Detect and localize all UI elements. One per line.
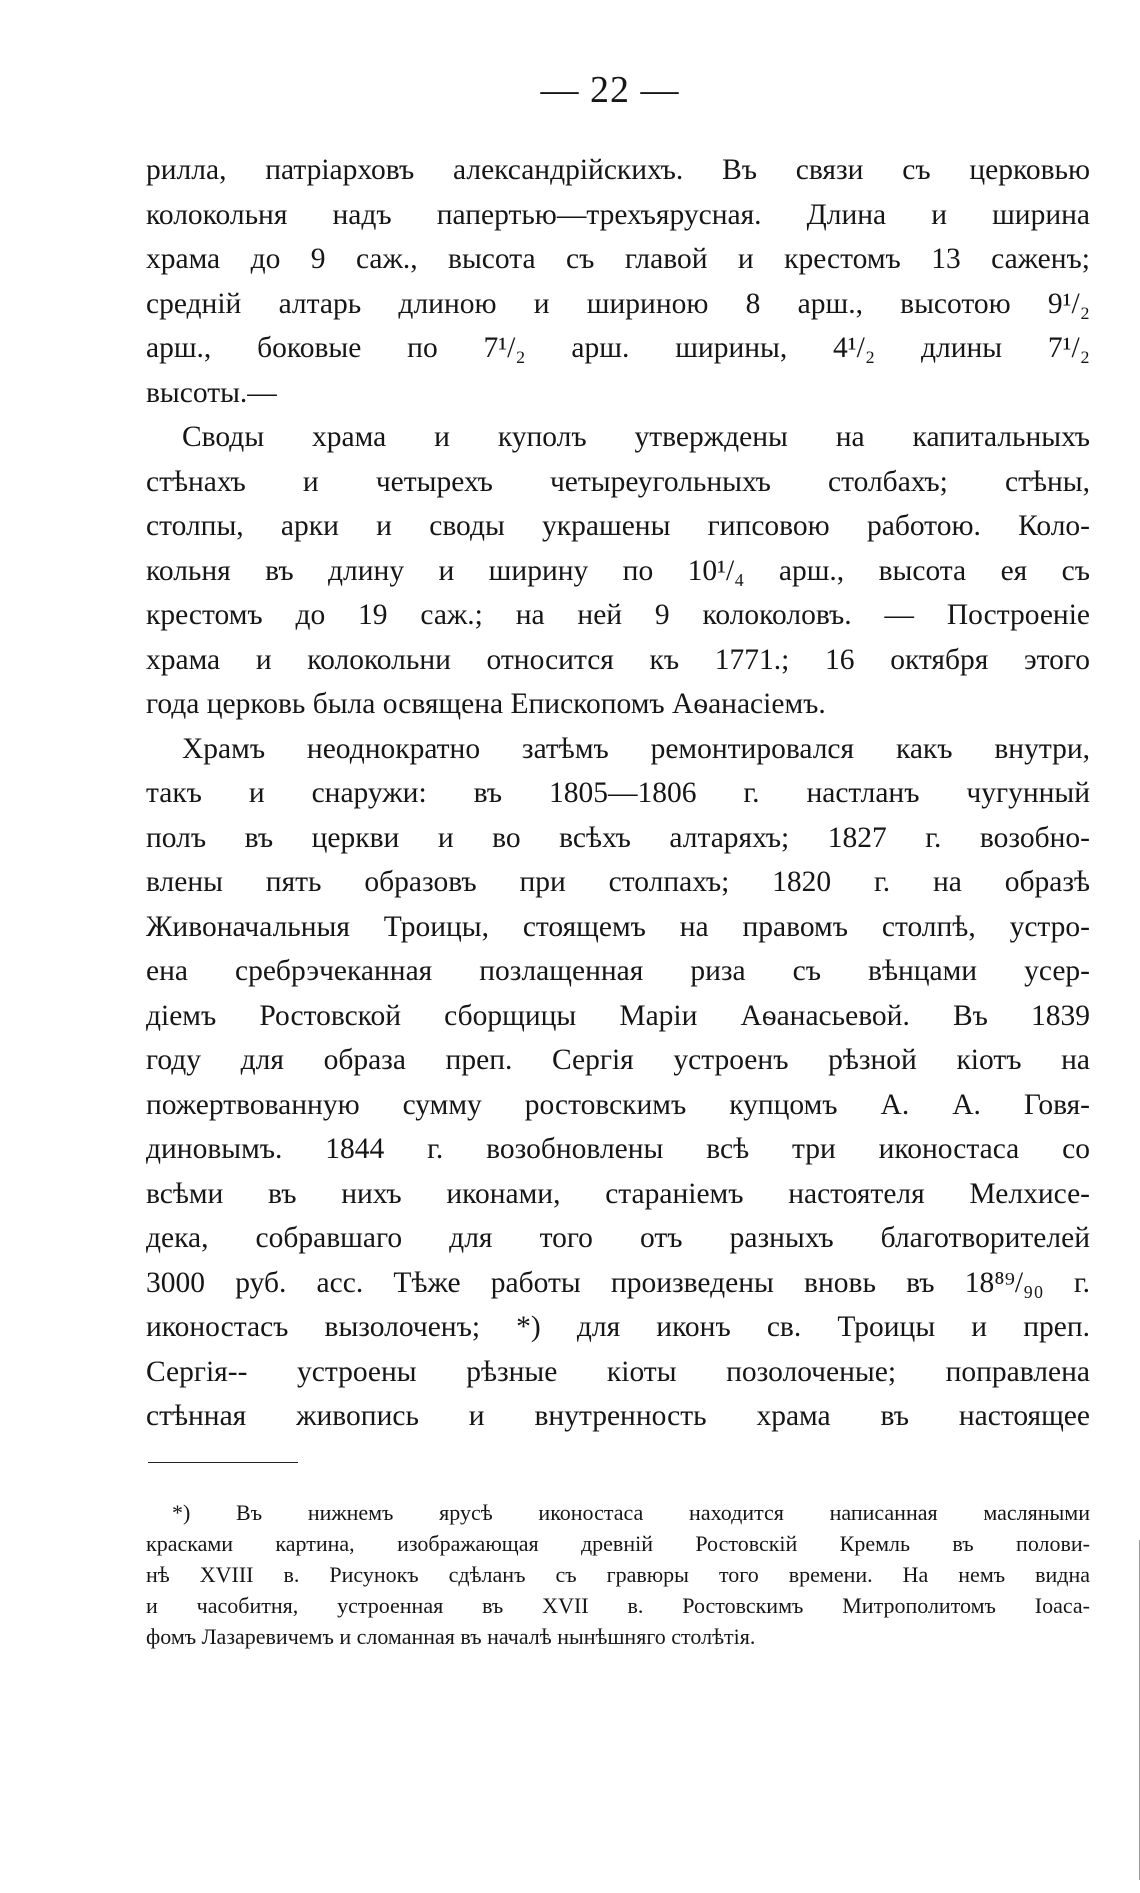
text-line: стѣнная живопись и внутренность храма въ настоящее: [146, 1400, 1090, 1432]
footnote-line: нѣ XVIII в. Рисунокъ сдѣланъ съ гравюры того времени. На немъ видна: [146, 1562, 1090, 1587]
paragraph-2: [146, 415, 1090, 727]
main-text: [146, 148, 1090, 1439]
text-line: кольня въ длину и ширину по 10¹/₄ арш., высота ея съ: [146, 554, 1090, 587]
text-line: полъ въ церкви и во всѣхъ алтаряхъ; 1827 г. возобно-: [146, 821, 1090, 854]
text-line: ена сребрэчеканная позлащенная риза съ вѣнцами усер-: [146, 955, 1090, 987]
text-line: году для образа преп. Сергія устроенъ рѣзной кіотъ на: [146, 1044, 1090, 1076]
text-line: всѣми въ нихъ иконами, стараніемъ настоятеля Мелхисе-: [146, 1177, 1090, 1210]
page-number: — 22 —: [540, 69, 680, 111]
text-line: колокольня надъ папертью—трехъярусная. Длина и ширина: [146, 198, 1090, 231]
text-line: средній алтарь длиною и шириною 8 арш., высотою 9¹/₂: [146, 287, 1090, 320]
text-line: діемъ Ростовской сборщицы Маріи Аѳанасьевой. Въ 1839: [146, 999, 1090, 1032]
footnote-line: и часобитня, устроенная въ XVII в. Ростовскимъ Митрополитомъ Іоаса-: [146, 1593, 1090, 1618]
text-line: дека, собравшаго для того отъ разныхъ благотворителей: [146, 1222, 1090, 1254]
paragraph-1: [146, 148, 1090, 415]
footnote-line: *) Въ нижнемъ ярусѣ иконостаса находится написанная масляными: [172, 1500, 1090, 1525]
text-line: храма и колокольни относится къ 1771.; 16 октября этого: [146, 643, 1090, 676]
text-line: арш., боковые по 7¹/₂ арш. ширины, 4¹/₂ длины 7¹/₂: [146, 332, 1090, 364]
text-line: стѣнахъ и четырехъ четыреугольныхъ столбахъ; стѣны,: [146, 465, 1090, 498]
text-line: такъ и снаружи: въ 1805—1806 г. настланъ чугунный: [146, 777, 1090, 809]
text-line: диновымъ. 1844 г. возобновлены всѣ три иконостаса со: [146, 1133, 1090, 1165]
text-line: иконостасъ вызолоченъ; *) для иконъ св. Троицы и преп.: [146, 1311, 1090, 1343]
text-line: рилла, патріарховъ александрійскихъ. Въ связи съ церковью: [146, 154, 1090, 186]
text-line: Храмъ неоднократно затѣмъ ремонтировался какъ внутри,: [182, 732, 1090, 765]
text-line: пожертвованную сумму ростовскимъ купцомъ А. А. Говя-: [146, 1088, 1090, 1121]
text-line: столпы, арки и своды украшены гипсовою работою. Коло-: [146, 510, 1090, 542]
text-line: влены пять образовъ при столпахъ; 1820 г. на образѣ: [146, 866, 1090, 898]
footnote-line: красками картина, изображающая древній Ростовскій Кремль въ полови-: [146, 1531, 1090, 1556]
text-line: крестомъ до 19 саж.; на ней 9 колоколовъ. — Построеніе: [146, 599, 1090, 631]
text-line: года церковь была освящена Епископомъ Аѳанасіемъ.: [146, 688, 826, 720]
text-line: высоты.—: [146, 376, 277, 409]
text-line: Своды храма и куполъ утверждены на капитальныхъ: [182, 421, 1090, 453]
text-line: Живоначальныя Троицы, стоящемъ на правомъ столпѣ, устро-: [146, 910, 1090, 943]
text-line: Сергія-- устроены рѣзные кіоты позолоченые; поправлена: [146, 1355, 1090, 1388]
paragraph-3: [146, 727, 1090, 1439]
footnote-divider: [148, 1462, 298, 1463]
footnote-line: фомъ Лазаревичемъ и сломанная въ началѣ нынѣшняго столѣтія.: [146, 1624, 756, 1649]
text-line: храма до 9 саж., высота съ главой и крестомъ 13 саженъ;: [146, 243, 1090, 275]
footnote: [146, 1497, 1090, 1652]
text-line: 3000 руб. асс. Тѣже работы произведены вновь въ 18⁸⁹/₉₀ г.: [146, 1266, 1090, 1299]
